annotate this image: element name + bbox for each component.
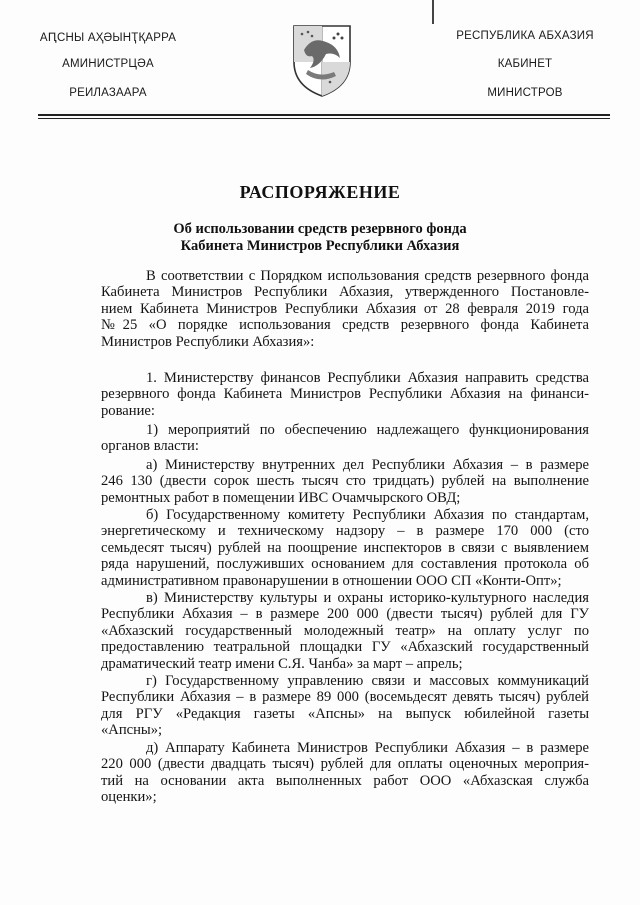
text-line: нием Кабинета Министров Республики Абхазия от 28 февраля 2019 года <box>101 300 589 317</box>
text-line: энергетическому и техническому надзору – в размере 170 000 (сто <box>101 523 589 540</box>
scan-artifact-line <box>432 0 434 24</box>
text-line: В соответствии с Порядком использования средств резервного фонда <box>146 268 589 284</box>
text-line: рование: <box>101 402 155 419</box>
header-right-line-1: РЕСПУБЛИКА АБХАЗИЯ <box>456 30 594 42</box>
paragraph-item-a <box>101 457 589 506</box>
paragraph-item-d <box>101 740 589 806</box>
paragraph-subitem-1 <box>101 422 589 455</box>
text-line: административном правонарушении в отношении ООО СП «Конти-Опт»; <box>101 572 562 589</box>
text-line: №25 «О порядке использования средств резервного фонда Кабинета <box>101 317 589 334</box>
abkhazia-coat-of-arms-icon <box>290 22 354 98</box>
text-line: Республики Абхазия – в размере 89 000 (восемьдесят девять тысяч) рублей <box>101 689 589 706</box>
text-line: 1) мероприятий по обеспечению надлежащего функционирования <box>146 422 589 438</box>
paragraph-item-g <box>101 673 589 739</box>
text-line: «Апсны»; <box>101 722 163 739</box>
text-line: ремонтных работ в помещении ИВС Очамчырского ОВД; <box>101 489 461 506</box>
paragraph-item-b <box>101 507 589 589</box>
text-line: Республики Абхазия – в размере 200 000 (двести тысяч) рублей для ГУ <box>101 606 589 623</box>
text-line: 220 000 (двести двадцать тысяч) рублей для оплаты оценочных мероприя- <box>101 756 589 773</box>
text-line: Кабинета Министров Республики Абхазия, утвержденного Постановле- <box>101 284 589 301</box>
text-line: д) Аппарату Кабинета Министров Республики Абхазия – в размере <box>146 740 589 756</box>
text-line: органов власти: <box>101 438 199 455</box>
text-line: семьдесят тысяч) рублей на поощрение инспекторов в связи с выявлением <box>101 539 589 556</box>
header-left-line-2: АМИНИСТРЦӘА <box>62 58 154 70</box>
header-left-line-3: РЕИЛАЗААРА <box>69 87 147 99</box>
text-line: тий на основании акта выполненных работ ООО «Абхазская служба <box>101 772 589 789</box>
document-subtitle-line-2: Кабинета Министров Республики Абхазия <box>180 238 460 254</box>
paragraph-preamble <box>101 268 589 350</box>
text-line: драматический театр имени С.Я. Чанба» за март – апрель; <box>101 655 463 672</box>
paragraph-item-1 <box>101 370 589 419</box>
document-title: РАСПОРЯЖЕНИЕ <box>239 182 401 202</box>
header-divider-thick <box>38 114 610 116</box>
text-line: а) Министерству внутренних дел Республики Абхазия – в размере <box>146 457 589 473</box>
text-line: ряда нарушений, послуживших основанием для составления протокола об <box>101 556 589 573</box>
header-right-line-3: МИНИСТРОВ <box>487 87 563 99</box>
header-left-line-1: АԤСНЫ АҲӘЫНҬҚАРРА <box>39 32 177 44</box>
text-line: «Абхазский государственный молодежный театр» на оплату услуг по <box>101 622 589 639</box>
text-line: б) Государственному комитету Республики Абхазия по стандартам, <box>146 507 589 523</box>
document-subtitle-line-1: Об использовании средств резервного фонда <box>173 221 467 237</box>
text-line: в) Министерству культуры и охраны историко-культурного наследия <box>146 590 589 606</box>
text-line: 246 130 (двести сорок шесть тысяч сто тридцать) рублей на выполнение <box>101 473 589 490</box>
text-line: 1. Министерству финансов Республики Абхазия направить средства <box>146 370 589 386</box>
text-line: Министров Республики Абхазия»: <box>101 333 315 350</box>
header-right-line-2: КАБИНЕТ <box>497 58 553 70</box>
text-line: г) Государственному управлению связи и массовых коммуникаций <box>146 673 589 689</box>
text-line: для РГУ «Редакция газеты «Апсны» на выпуск юбилейной газеты <box>101 705 589 722</box>
paragraph-item-v <box>101 590 589 672</box>
header-divider-thin <box>38 118 610 119</box>
text-line: предоставлению театральной площадки ГУ «Абхазский государственный <box>101 639 589 656</box>
text-line: оценки»; <box>101 789 157 806</box>
text-line: резервного фонда Кабинета Министров Республики Абхазия на финанси- <box>101 386 589 403</box>
document-body <box>101 268 589 868</box>
